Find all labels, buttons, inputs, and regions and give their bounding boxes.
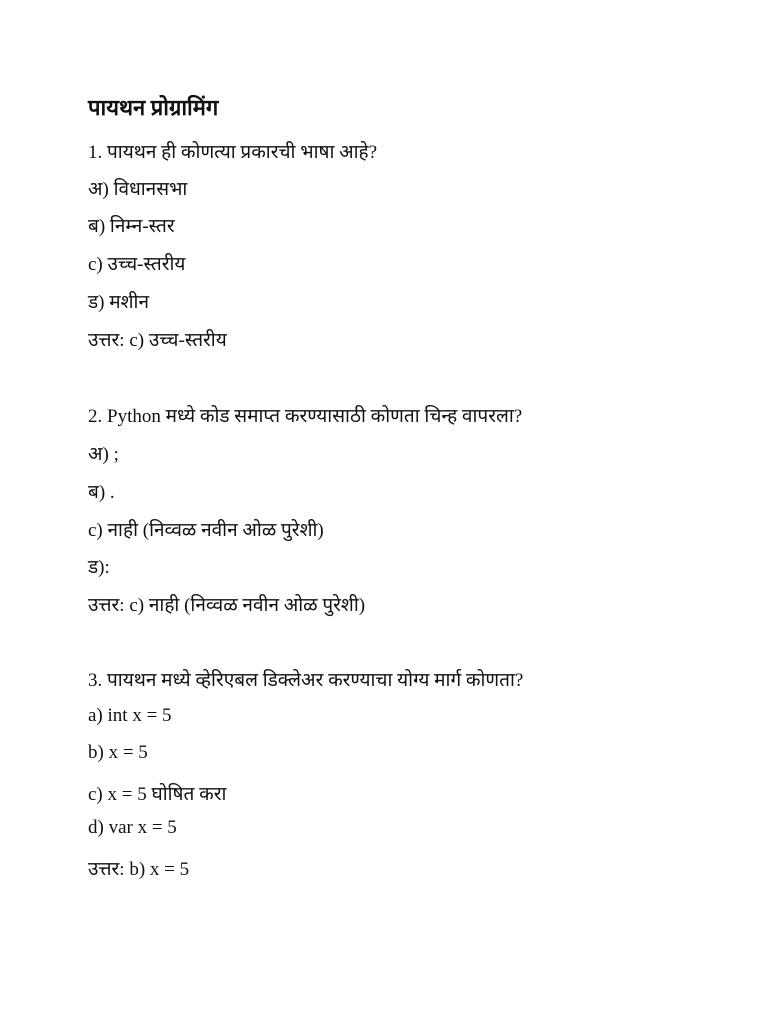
question-1-option-2: ब) निम्न-स्तर <box>88 216 175 237</box>
question-1-option-1: अ) विधानसभा <box>88 179 188 200</box>
question-2-option-4: ड): <box>88 557 110 578</box>
question-2-option-1: अ) ; <box>88 444 119 465</box>
question-3-text: 3. पायथन मध्ये व्हेरिएबल डिक्लेअर करण्याचा योग्य मार्ग कोणता? <box>88 670 524 691</box>
question-3-option-4: d) var x = 5 <box>88 817 177 838</box>
question-1-answer: उत्तर: c) उच्च-स्तरीय <box>88 330 227 351</box>
question-2-answer: उत्तर: c) नाही (निव्वळ नवीन ओळ पुरेशी) <box>88 595 366 616</box>
question-1-option-4: ड) मशीन <box>88 292 149 313</box>
question-2-text: 2. Python मध्ये कोड समाप्त करण्यासाठी कोणता चिन्ह वापरला? <box>88 406 523 427</box>
question-1-text: 1. पायथन ही कोणत्या प्रकारची भाषा आहे? <box>88 142 378 163</box>
question-3-option-2: b) x = 5 <box>88 742 148 763</box>
question-1-option-3: c) उच्च-स्तरीय <box>88 254 186 275</box>
question-3-answer: उत्तर: b) x = 5 <box>88 859 190 880</box>
question-2-option-2: ब) . <box>88 482 115 503</box>
question-3-option-3: c) x = 5 घोषित करा <box>88 784 227 805</box>
question-2-option-3: c) नाही (निव्वळ नवीन ओळ पुरेशी) <box>88 520 324 541</box>
question-3-option-1: a) int x = 5 <box>88 705 172 726</box>
page-title: पायथन प्रोग्रामिंग <box>88 95 219 120</box>
